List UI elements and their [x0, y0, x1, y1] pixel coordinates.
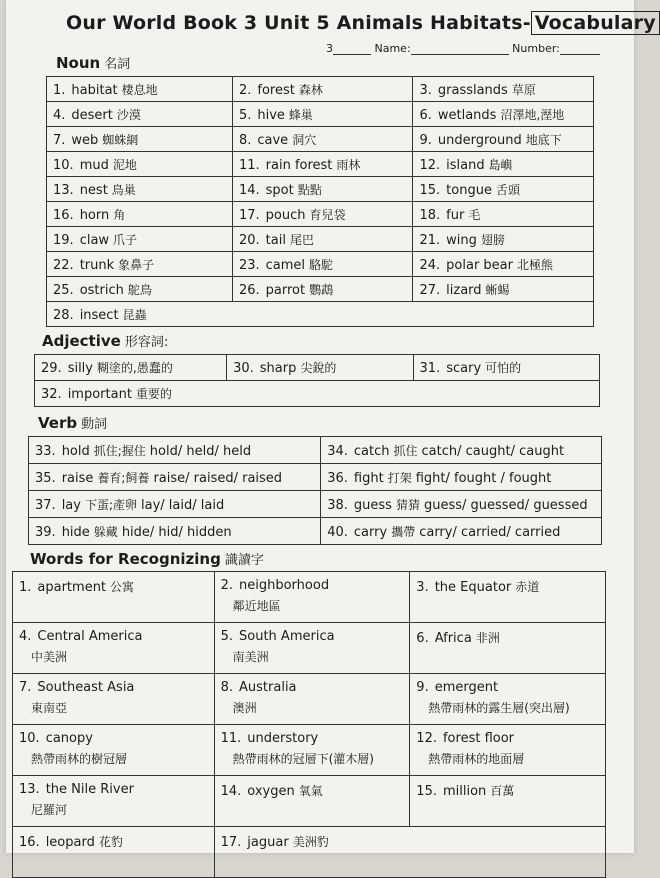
english-word: web [71, 132, 99, 148]
chinese-translation: 地底下 [525, 132, 562, 147]
adjective-word-cell [413, 355, 599, 381]
verb-word-cell [321, 518, 602, 545]
recognizing-word-cell [214, 776, 410, 827]
english-word: sharp [259, 361, 297, 376]
english-word: tail [265, 232, 286, 248]
table-row [29, 437, 602, 464]
noun-heading-text: Noun [56, 54, 101, 72]
title-text: Our World Book 3 Unit 5 Animals Habitats- [66, 12, 531, 34]
adjective-table-body [35, 355, 600, 407]
chinese-translation: 鸚鵡 [309, 282, 334, 297]
adjective-word-cell [35, 355, 227, 381]
noun-word-cell [47, 177, 233, 202]
item-number: 23. [238, 257, 260, 273]
item-number: 2. [238, 82, 252, 98]
title-boxed-word: Vocabulary [531, 11, 660, 35]
chinese-translation: 可怕的 [485, 361, 522, 375]
verb-heading-zh: 動詞 [81, 417, 108, 432]
table-row [47, 252, 594, 277]
item-number: 17. [238, 207, 260, 223]
noun-word-cell [232, 177, 413, 202]
english-word: horn [79, 207, 110, 223]
chinese-translation: 毛 [468, 207, 481, 222]
english-word: South America [239, 629, 335, 644]
verb-word-cell [29, 464, 321, 491]
chinese-translation: 美洲豹 [292, 835, 329, 849]
chinese-translation: 沙漠 [116, 107, 141, 122]
recognizing-heading [30, 549, 264, 568]
english-word: ostrich [79, 282, 124, 298]
english-word: desert [71, 107, 113, 123]
chinese-translation: 昆蟲 [122, 307, 147, 322]
chinese-translation: 氧氣 [298, 784, 323, 798]
noun-word-cell [47, 202, 233, 227]
chinese-translation: 育兒袋 [309, 207, 346, 222]
verb-forms: hide/ hid/ hidden [121, 524, 232, 540]
noun-word-cell [413, 177, 594, 202]
english-word: oxygen [247, 784, 295, 799]
item-number: 34. [327, 443, 348, 459]
chinese-translation: 鄰近地區 [232, 599, 281, 613]
english-word: emergent [434, 680, 499, 695]
english-word: nest [79, 182, 108, 198]
item-number: 9. [416, 680, 429, 695]
chinese-translation: 駱駝 [309, 257, 334, 272]
verb-word-cell [321, 491, 602, 518]
english-word: scary [446, 361, 482, 376]
english-word: forest floor [442, 731, 515, 746]
item-number: 22. [53, 257, 74, 273]
chinese-translation: 沼澤地,溼地 [500, 107, 565, 122]
verb-forms: carry/ carried/ carried [419, 524, 561, 540]
english-word: guess [353, 497, 392, 513]
noun-word-cell [413, 77, 594, 102]
worksheet-page [6, 0, 656, 853]
item-number: 30. [233, 361, 254, 376]
chinese-translation: 尖銳的 [300, 361, 337, 375]
verb-table [28, 436, 602, 545]
item-number: 2. [220, 578, 234, 593]
english-word: parrot [265, 282, 306, 298]
chinese-translation: 點點 [297, 182, 322, 197]
name-blank[interactable] [411, 54, 509, 55]
chinese-translation: 南美洲 [232, 650, 269, 664]
table-row [47, 202, 594, 227]
chinese-translation: 北極熊 [516, 257, 553, 272]
item-number: 21. [419, 232, 441, 248]
noun-heading [56, 53, 130, 72]
english-word: understory [247, 731, 319, 746]
chinese-translation: 公寓 [110, 580, 135, 594]
noun-heading-zh: 名詞 [104, 57, 131, 72]
english-word: spot [265, 182, 294, 198]
adjective-heading [42, 331, 168, 350]
worksheet-title [66, 12, 660, 34]
english-word: the Equator [434, 580, 512, 595]
chinese-translation: 抓住;握住 [93, 443, 146, 458]
item-number: 28. [53, 307, 74, 323]
item-number: 40. [327, 524, 348, 540]
table-row [47, 77, 594, 102]
recognizing-word-cell [13, 776, 215, 827]
noun-word-cell [47, 77, 233, 102]
verb-word-cell [29, 491, 321, 518]
item-number: 14. [220, 784, 242, 799]
recognizing-word-cell [214, 623, 410, 674]
table-row [47, 127, 594, 152]
noun-word-cell [232, 152, 413, 177]
english-word: underground [437, 132, 522, 148]
english-word: claw [79, 232, 110, 248]
item-number: 16. [19, 835, 40, 850]
noun-word-cell [232, 277, 413, 302]
item-number: 25. [53, 282, 74, 298]
recognizing-word-cell [214, 674, 410, 725]
english-word: trunk [79, 257, 115, 273]
table-row [35, 381, 600, 407]
item-number: 33. [35, 443, 56, 459]
noun-word-cell [232, 102, 413, 127]
table-row [13, 827, 606, 878]
chinese-translation: 尾巴 [289, 232, 314, 247]
english-word: lay [61, 497, 81, 513]
recognizing-word-cell [13, 827, 215, 878]
english-word: important [67, 387, 132, 402]
item-number: 6. [416, 631, 429, 646]
table-row [29, 464, 602, 491]
chinese-translation: 東南亞 [31, 701, 68, 715]
adjective-heading-text: Adjective [42, 332, 121, 350]
english-word: hold [61, 443, 90, 459]
english-word: raise [61, 470, 94, 486]
noun-word-cell [47, 302, 594, 327]
english-word: fight [353, 470, 384, 486]
english-word: the Nile River [45, 782, 134, 797]
table-row [13, 572, 606, 623]
recognizing-table-body [13, 572, 606, 878]
english-word: rain forest [265, 157, 333, 173]
item-number: 32. [41, 387, 62, 402]
verb-forms: raise/ raised/ raised [153, 470, 283, 486]
item-number: 4. [19, 629, 32, 644]
chinese-translation: 象鼻子 [118, 257, 155, 272]
english-word: hive [257, 107, 285, 123]
noun-word-cell [413, 127, 594, 152]
noun-word-cell [413, 202, 594, 227]
verb-word-cell [29, 437, 321, 464]
noun-table-body [47, 77, 594, 327]
item-number: 7. [19, 680, 32, 695]
english-word: apartment [37, 580, 107, 595]
english-word: silly [67, 361, 93, 376]
item-number: 20. [238, 232, 260, 248]
noun-word-cell [47, 127, 233, 152]
chinese-translation: 島嶼 [488, 157, 513, 172]
chinese-translation: 重要的 [135, 387, 172, 401]
recognizing-word-cell [410, 776, 606, 827]
chinese-translation: 草原 [511, 82, 536, 97]
recognizing-word-cell [13, 623, 215, 674]
table-row [47, 102, 594, 127]
english-word: island [446, 157, 485, 173]
noun-word-cell [232, 227, 413, 252]
noun-word-cell [232, 127, 413, 152]
chinese-translation: 雨林 [336, 157, 361, 172]
english-word: tongue [446, 182, 492, 198]
chinese-translation: 打架 [387, 470, 412, 485]
noun-table [46, 76, 594, 327]
chinese-translation: 舌頭 [495, 182, 520, 197]
item-number: 4. [53, 107, 66, 123]
item-number: 5. [220, 629, 234, 644]
english-word: Central America [37, 629, 143, 644]
chinese-translation: 熱帶雨林的樹冠層 [31, 752, 128, 766]
item-number: 8. [220, 680, 234, 695]
item-number: 37. [35, 497, 56, 513]
verb-forms: guess/ guessed/ guessed [423, 497, 588, 513]
adjective-word-cell [227, 355, 413, 381]
recognizing-word-cell [214, 572, 410, 623]
english-word: insect [79, 307, 119, 323]
item-number: 9. [419, 132, 432, 148]
item-number: 15. [419, 182, 441, 198]
name-label: Name: [374, 42, 411, 55]
english-word: wing [446, 232, 477, 248]
item-number: 1. [53, 82, 66, 98]
number-blank[interactable] [560, 54, 600, 55]
recognizing-heading-zh: 識讀字 [224, 553, 264, 568]
recognizing-heading-text: Words for Recognizing [30, 550, 221, 568]
verb-heading [38, 413, 107, 432]
chinese-translation: 鴕鳥 [127, 282, 152, 297]
chinese-translation: 下蛋;產卵 [84, 497, 138, 512]
english-word: pouch [265, 207, 306, 223]
adjective-heading-zh: 形容詞: [124, 335, 169, 350]
verb-table-body [29, 437, 602, 545]
number-label: Number: [512, 42, 560, 55]
verb-word-cell [29, 518, 321, 545]
item-number: 14. [238, 182, 260, 198]
english-word: mud [79, 157, 109, 173]
item-number: 10. [19, 731, 40, 746]
item-number: 39. [35, 524, 56, 540]
chinese-translation: 蜘蛛網 [102, 132, 139, 147]
recognizing-word-cell [410, 623, 606, 674]
chinese-translation: 澳洲 [232, 701, 257, 715]
table-row [47, 227, 594, 252]
item-number: 26. [238, 282, 260, 298]
english-word: canopy [45, 731, 93, 746]
noun-word-cell [47, 277, 233, 302]
table-row [47, 177, 594, 202]
item-number: 35. [35, 470, 56, 486]
recognizing-word-cell [214, 725, 410, 776]
verb-forms: lay/ laid/ laid [141, 497, 225, 513]
item-number: 16. [53, 207, 74, 223]
table-row [47, 302, 594, 327]
table-row [35, 355, 600, 381]
item-number: 15. [416, 784, 437, 799]
item-number: 10. [53, 157, 74, 173]
table-row [29, 491, 602, 518]
table-row [29, 518, 602, 545]
item-number: 6. [419, 107, 432, 123]
chinese-translation: 蜥蜴 [485, 282, 510, 297]
chinese-translation: 赤道 [515, 580, 540, 594]
table-row [13, 674, 606, 725]
english-word: million [442, 784, 487, 799]
chinese-translation: 攜帶 [391, 524, 416, 539]
recognizing-word-cell [410, 725, 606, 776]
adjective-word-cell [35, 381, 600, 407]
item-number: 38. [327, 497, 348, 513]
verb-word-cell [321, 464, 602, 491]
noun-word-cell [413, 277, 594, 302]
chinese-translation: 棲息地 [121, 82, 158, 97]
chinese-translation: 熱帶雨林的地面層 [428, 752, 525, 766]
chinese-translation: 洞穴 [292, 132, 317, 147]
english-word: hide [61, 524, 90, 540]
adjective-table [34, 354, 600, 407]
item-number: 29. [41, 361, 62, 376]
noun-word-cell [47, 152, 233, 177]
item-number: 17. [220, 835, 242, 850]
noun-word-cell [413, 227, 594, 252]
chinese-translation: 尼羅河 [31, 803, 68, 817]
chinese-translation: 鳥巢 [111, 182, 136, 197]
class-blank[interactable] [333, 54, 371, 55]
noun-word-cell [232, 77, 413, 102]
chinese-translation: 百萬 [490, 784, 515, 798]
english-word: jaguar [247, 835, 289, 850]
item-number: 3. [419, 82, 432, 98]
noun-word-cell [47, 227, 233, 252]
english-word: carry [353, 524, 388, 540]
english-word: forest [257, 82, 295, 98]
chinese-translation: 熱帶雨林的露生層(突出層) [428, 701, 570, 715]
item-number: 5. [238, 107, 252, 123]
table-row [13, 623, 606, 674]
verb-forms: catch/ caught/ caught [421, 443, 565, 459]
item-number: 24. [419, 257, 441, 273]
noun-word-cell [413, 102, 594, 127]
chinese-translation: 泥地 [112, 157, 137, 172]
english-word: leopard [45, 835, 95, 850]
item-number: 27. [419, 282, 441, 298]
item-number: 8. [238, 132, 252, 148]
chinese-translation: 糊塗的,愚蠢的 [97, 361, 173, 375]
english-word: Southeast Asia [37, 680, 135, 695]
table-row [47, 277, 594, 302]
recognizing-table [12, 571, 606, 878]
item-number: 18. [419, 207, 441, 223]
english-word: cave [257, 132, 289, 148]
item-number: 12. [416, 731, 437, 746]
chinese-translation: 非洲 [475, 631, 500, 645]
chinese-translation: 躲藏 [93, 524, 118, 539]
english-word: neighborhood [239, 578, 330, 593]
chinese-translation: 蜂巢 [288, 107, 313, 122]
student-info-line [326, 42, 600, 55]
english-word: habitat [71, 82, 118, 98]
table-row [13, 776, 606, 827]
english-word: Africa [434, 631, 472, 646]
verb-heading-text: Verb [38, 414, 78, 432]
noun-word-cell [413, 152, 594, 177]
english-word: camel [265, 257, 306, 273]
recognizing-word-cell [13, 725, 215, 776]
item-number: 13. [19, 782, 40, 797]
noun-word-cell [232, 202, 413, 227]
item-number: 7. [53, 132, 66, 148]
chinese-translation: 養育;飼養 [97, 470, 150, 485]
table-row [13, 725, 606, 776]
verb-forms: fight/ fought / fought [415, 470, 552, 486]
noun-word-cell [232, 252, 413, 277]
item-number: 3. [416, 580, 429, 595]
recognizing-word-cell [13, 674, 215, 725]
chinese-translation: 翅膀 [480, 232, 505, 247]
english-word: fur [446, 207, 465, 223]
item-number: 36. [327, 470, 348, 486]
verb-word-cell [321, 437, 602, 464]
noun-word-cell [47, 252, 233, 277]
chinese-translation: 猜猜 [395, 497, 420, 512]
item-number: 31. [419, 361, 441, 376]
chinese-translation: 抓住 [393, 443, 418, 458]
item-number: 1. [19, 580, 32, 595]
noun-word-cell [413, 252, 594, 277]
chinese-translation: 森林 [298, 82, 323, 97]
english-word: grasslands [437, 82, 508, 98]
english-word: wetlands [437, 107, 497, 123]
table-row [47, 152, 594, 177]
recognizing-word-cell [13, 572, 215, 623]
item-number: 11. [220, 731, 242, 746]
item-number: 11. [238, 157, 260, 173]
recognizing-word-cell [214, 827, 605, 878]
chinese-translation: 角 [113, 207, 126, 222]
recognizing-word-cell [410, 674, 606, 725]
item-number: 19. [53, 232, 74, 248]
english-word: lizard [446, 282, 482, 298]
english-word: polar bear [446, 257, 513, 273]
verb-forms: hold/ held/ held [149, 443, 252, 459]
item-number: 12. [419, 157, 441, 173]
chinese-translation: 花豹 [98, 835, 123, 849]
noun-word-cell [47, 102, 233, 127]
chinese-translation: 熱帶雨林的冠層下(灌木層) [232, 752, 374, 766]
class-prefix: 3 [326, 42, 333, 55]
english-word: catch [353, 443, 390, 459]
item-number: 13. [53, 182, 74, 198]
chinese-translation: 中美洲 [31, 650, 68, 664]
chinese-translation: 爪子 [113, 232, 138, 247]
english-word: Australia [239, 680, 297, 695]
recognizing-word-cell [410, 572, 606, 623]
